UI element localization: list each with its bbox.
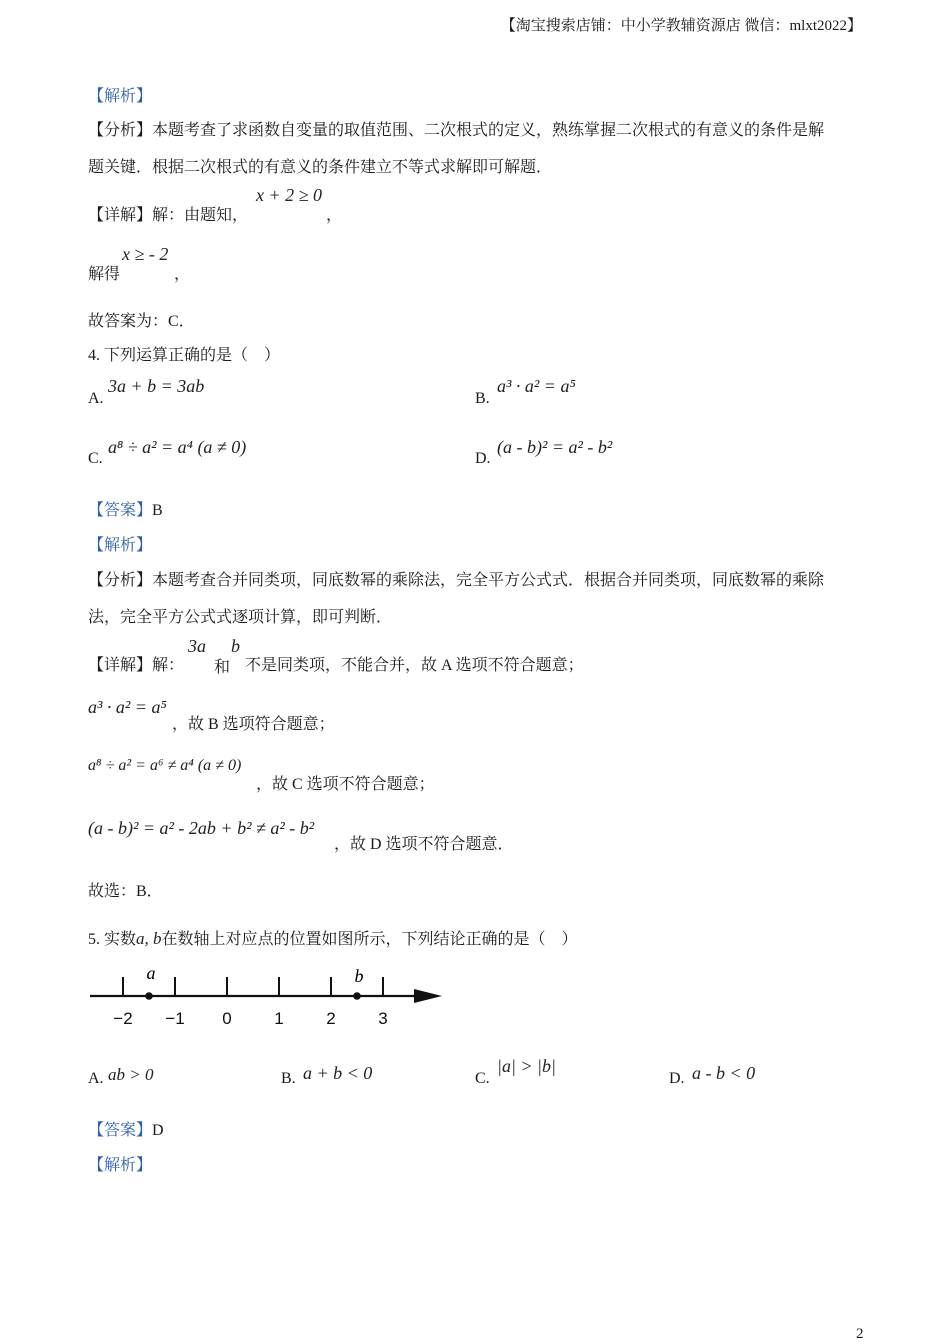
- q4-xj-c-text: ，故 C 选项不符合题意；: [256, 776, 435, 793]
- q4-xj-a-he: 和: [214, 659, 231, 676]
- q4-xj-a-text: 不是同类项，不能合并，故 A 选项不符合题意；: [245, 657, 584, 674]
- q4-option-c-label: C.: [88, 450, 103, 467]
- q4-xj-d-expr: (a - b)² = a² - 2ab + b² ≠ a² - b²: [88, 818, 315, 838]
- q5-answer-line: [88, 1117, 164, 1140]
- q4-xj-b-expr: a³ · a² = a⁵: [88, 697, 167, 717]
- header-watermark: 【淘宝搜索店铺：中小学教辅资源店 微信：mlxt2022】: [500, 18, 862, 34]
- point-a-label: a: [146, 963, 156, 983]
- tick-label: 0: [222, 1009, 232, 1028]
- q4-xiangjie-tag: 【详解】: [88, 657, 153, 674]
- point-b: [353, 992, 361, 1000]
- q4-option-b-expr: a³ · a² = a⁵: [497, 376, 576, 396]
- q3-jiexi-tag: 【解析】: [88, 88, 153, 105]
- q3-comma-2: ，: [174, 266, 191, 283]
- q4-answer-line: [88, 497, 163, 520]
- q5-option-d-label: D.: [669, 1070, 685, 1087]
- q5-jiexi-tag: 【解析】: [88, 1157, 153, 1174]
- q5-option-d-expr: a - b < 0: [692, 1063, 756, 1083]
- point-a: [145, 992, 153, 1000]
- tick-label: 1: [274, 1009, 284, 1028]
- q5-stem-post: 在数轴上对应点的位置如图所示，下列结论正确的是（ ）: [161, 931, 578, 948]
- q3-fenxi-line2: 题关键．根据二次根式的有意义的条件建立不等式求解即可解题．: [88, 159, 553, 176]
- q4-option-d-label: D.: [475, 450, 491, 467]
- q5-option-c-label: C.: [475, 1070, 490, 1087]
- q3-inequality-1: x + 2 ≥ 0: [256, 185, 323, 205]
- number-line-ticks: [123, 977, 383, 996]
- tick-label: 2: [326, 1009, 336, 1028]
- q3-fenxi-text1: 本题考查了求函数自变量的取值范围、二次根式的定义，熟练掌握二次根式的有意义的条件是解: [152, 122, 825, 139]
- q3-xiangjie-tag: 【详解】: [88, 207, 153, 224]
- q5-option-b-expr: a + b < 0: [303, 1063, 373, 1083]
- q4-xiangjie-pre: 解：: [152, 657, 185, 674]
- tick-label: 3: [378, 1009, 388, 1028]
- q4-xj-b-text: ，故 B 选项符合题意；: [172, 716, 335, 733]
- q4-option-a-label: A.: [88, 390, 104, 407]
- q4-answer-tag: 【答案】: [88, 502, 153, 519]
- number-line-tick-labels: [113, 1009, 387, 1028]
- q4-xj-a-expr1: 3a: [188, 636, 206, 656]
- tick-label: −2: [113, 1009, 133, 1028]
- q4-option-a-expr: 3a + b = 3ab: [108, 376, 205, 396]
- q4-option-d-expr: (a - b)² = a² - b²: [497, 437, 613, 457]
- q3-fenxi-tag: 【分析】: [88, 122, 153, 139]
- q5-stem: [88, 926, 578, 949]
- q4-stem: 4. 下列运算正确的是（ ）: [88, 347, 281, 364]
- q3-comma-1: ，: [326, 207, 343, 224]
- q3-xiangjie-text: 解：由题知，: [152, 207, 249, 224]
- q3-fenxi-line1: [88, 117, 824, 140]
- q3-inequality-2: x ≥ - 2: [122, 244, 169, 264]
- q4-xj-d-text: ，故 D 选项不符合题意．: [334, 836, 514, 853]
- q4-fenxi-text1: 本题考查合并同类项，同底数幂的乘除法，完全平方公式式．根据合并同类项，同底数幂的乘除: [152, 572, 825, 589]
- q3-conclusion: 故答案为：C．: [88, 313, 195, 330]
- q3-xiangjie-line: [88, 202, 248, 225]
- q4-xj-a-expr2: b: [231, 636, 240, 656]
- q4-xj-c-expr: a⁸ ÷ a² = a⁶ ≠ a⁴ (a ≠ 0): [88, 757, 242, 774]
- q4-fenxi-tag: 【分析】: [88, 572, 153, 589]
- q4-fenxi-line1: [88, 567, 824, 590]
- q5-answer: D: [152, 1122, 164, 1139]
- axis-arrow: [414, 989, 442, 1003]
- q5-stem-vars: a, b: [136, 929, 162, 948]
- q4-xiangjie-line: [88, 652, 184, 675]
- q4-jiexi-tag: 【解析】: [88, 537, 153, 554]
- tick-label: −1: [165, 1009, 185, 1028]
- q5-answer-tag: 【答案】: [88, 1122, 153, 1139]
- q5-option-a-label: A.: [88, 1070, 104, 1087]
- q4-conclusion: 故选：B．: [88, 883, 163, 900]
- q5-stem-pre: 5. 实数: [88, 931, 137, 948]
- q4-option-c-expr: a⁸ ÷ a² = a⁴ (a ≠ 0): [108, 437, 247, 457]
- number-line: [80, 958, 460, 1033]
- q3-jiede: 解得: [88, 266, 121, 283]
- q4-fenxi-line2: 法，完全平方公式式逐项计算，即可判断．: [88, 609, 393, 626]
- page-number: 2: [856, 1326, 864, 1342]
- q5-option-b-label: B.: [281, 1070, 296, 1087]
- point-b-label: b: [354, 966, 364, 986]
- q4-option-b-label: B.: [475, 390, 490, 407]
- q4-answer: B: [152, 502, 163, 519]
- q5-option-a-expr: ab > 0: [108, 1065, 154, 1084]
- q5-option-c-expr: |a| > |b|: [497, 1056, 556, 1076]
